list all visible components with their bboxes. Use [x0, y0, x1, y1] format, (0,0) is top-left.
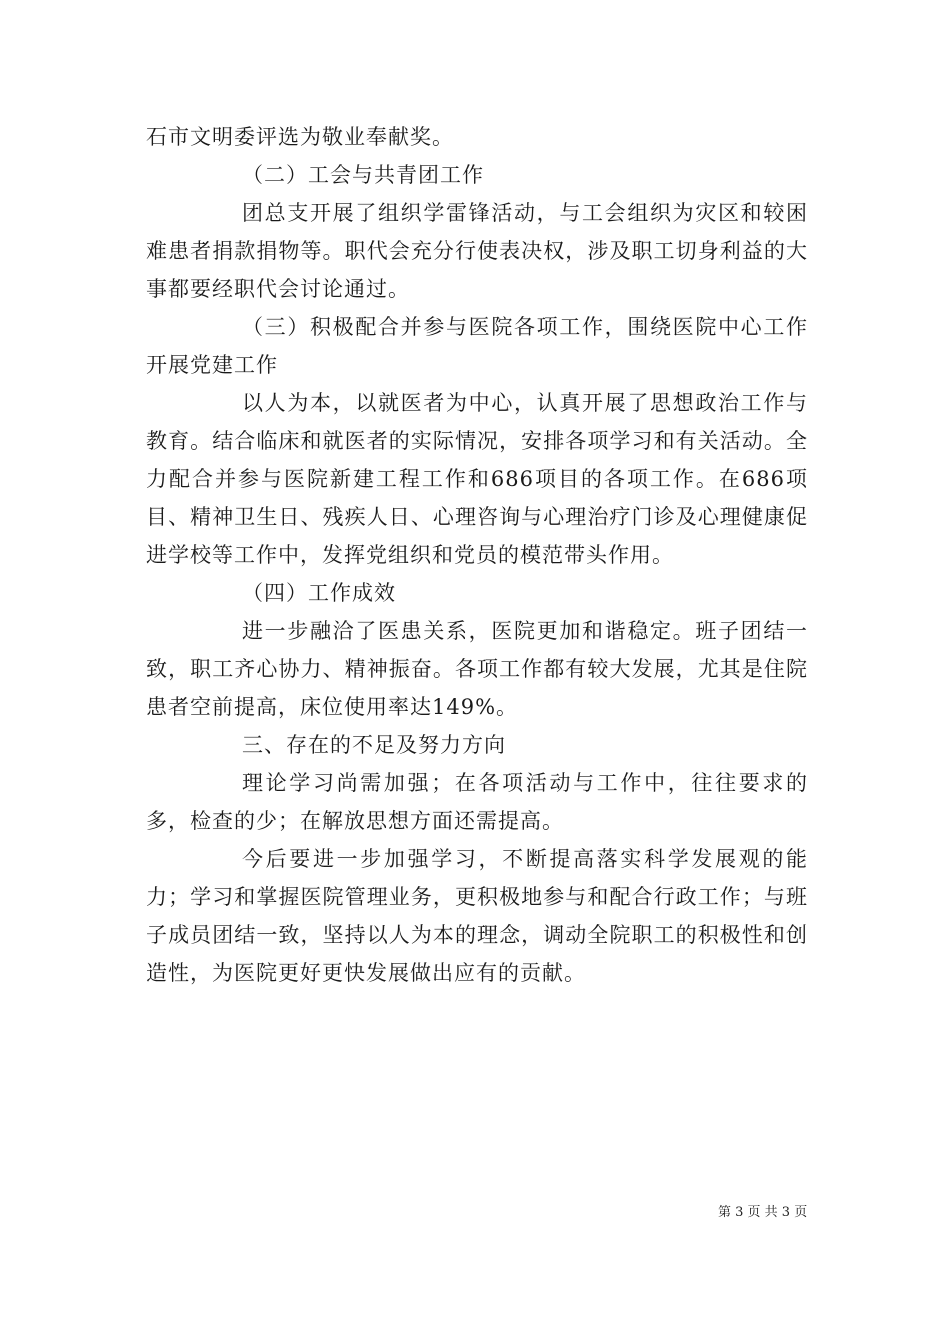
section-heading-party-building: （三）积极配合并参与医院各项工作，围绕医院中心工作开展党建工作 [146, 315, 808, 377]
paragraph-union-work: 团总支开展了组织学雷锋活动，与工会组织为灾区和较困难患者捐款捐物等。职代会充分行使表决权，涉及职工切身利益的大事都要经职代会讨论通过。 [146, 201, 808, 301]
paragraph-continuation: 石市文明委评选为敬业奉献奖。 [146, 125, 454, 149]
paragraph-achievements: 进一步融洽了医患关系，医院更加和谐稳定。班子团结一致，职工齐心协力、精神振奋。各项工作都有较大发展，尤其是住院患者空前提高，床位使用率达149%。 [146, 619, 808, 719]
page-number-footer: 第 3 页 共 3 页 [718, 1205, 808, 1220]
paragraph-shortcomings: 理论学习尚需加强；在各项活动与工作中，往往要求的多，检查的少；在解放思想方面还需提高。 [146, 771, 808, 833]
section-heading-shortcomings: 三、存在的不足及努力方向 [242, 733, 506, 757]
section-heading-achievements: （四）工作成效 [242, 581, 396, 605]
paragraph-party-building: 以人为本，以就医者为中心，认真开展了思想政治工作与教育。结合临床和就医者的实际情况，安排各项学习和有关活动。全力配合并参与医院新建工程工作和686项目的各项工作。在686项目、精神卫生日、残疾人日、心理咨询与心理治疗门诊及心理健康促进学校等工作中，发挥党组织和党员的模范带头作用。 [146, 391, 808, 567]
document-body [146, 118, 808, 992]
section-heading-union-youth-league: （二）工会与共青团工作 [242, 163, 484, 187]
paragraph-future-plans: 今后要进一步加强学习，不断提高落实科学发展观的能力；学习和掌握医院管理业务，更积极地参与和配合行政工作；与班子成员团结一致，坚持以人为本的理念，调动全院职工的积极性和创造性，为医院更好更快发展做出应有的贡献。 [146, 847, 808, 985]
